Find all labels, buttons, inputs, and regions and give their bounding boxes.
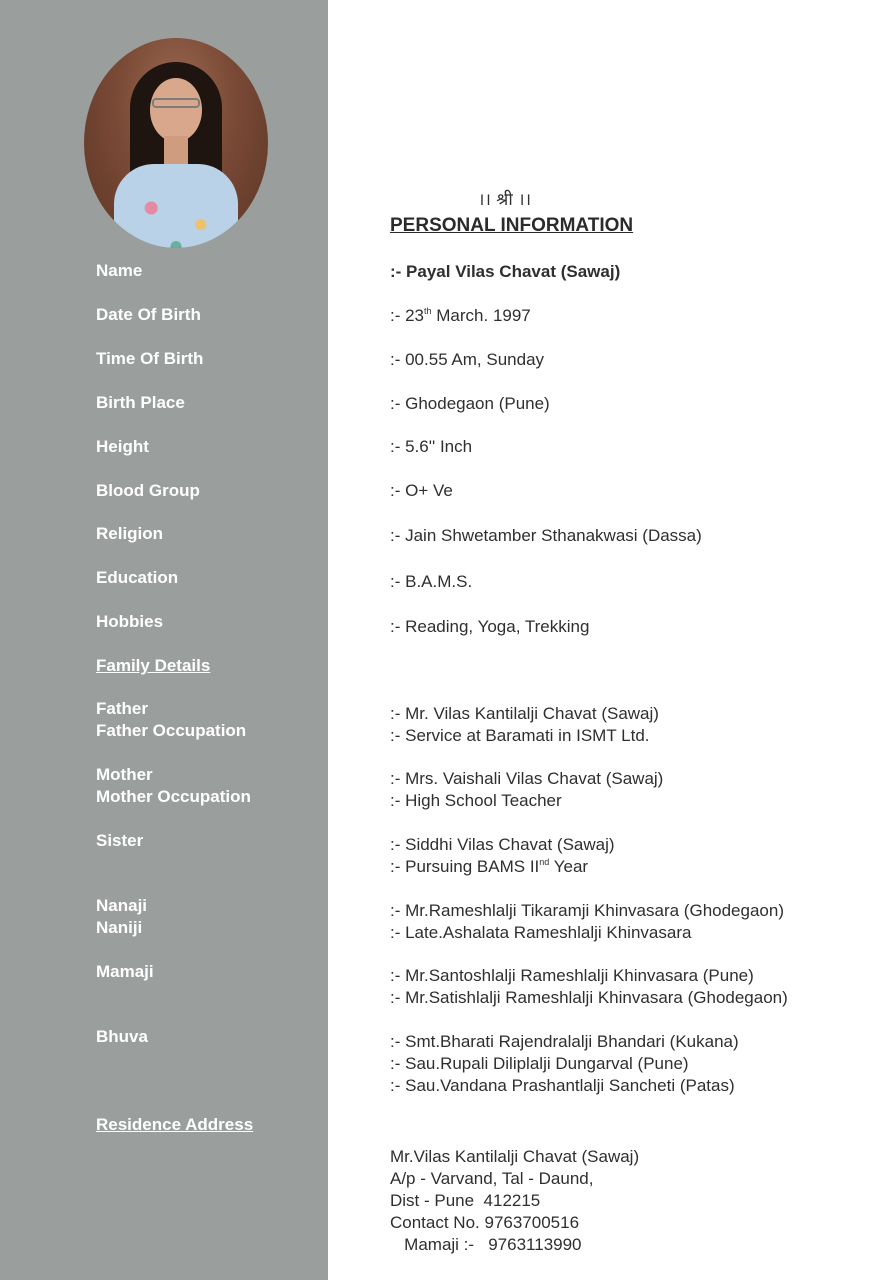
value-birth-place: :- Ghodegaon (Pune) (390, 394, 550, 413)
value-dob: :- 23th March. 1997 (390, 306, 531, 325)
value-mother-occupation: :- High School Teacher (390, 791, 562, 810)
label-mamaji: Mamaji (96, 962, 154, 981)
label-father-occupation: Father Occupation (96, 721, 247, 740)
label-birth-place: Birth Place (96, 393, 185, 412)
value-bhuva-2: :- Sau.Rupali Diliplalji Dungarval (Pune) (390, 1054, 689, 1073)
label-father: Father (96, 699, 148, 718)
value-mamaji-1: :- Mr.Santoshlalji Rameshlalji Khinvasara (Pune) (390, 966, 754, 985)
address-line: A/p - Varvand, Tal - Daund, (390, 1169, 594, 1188)
value-naniji: :- Late.Ashalata Rameshlalji Khinvasara (390, 923, 692, 942)
value-religion: :- Jain Shwetamber Sthanakwasi (Dassa) (390, 526, 702, 545)
shree-invocation: ।। श्री ।। (478, 190, 532, 210)
value-name: :- Payal Vilas Chavat (Sawaj) (390, 262, 621, 281)
address-contact: Contact No. 9763700516 (390, 1213, 580, 1232)
value-sister-study: :- Pursuing BAMS IInd Year (390, 857, 589, 876)
value-height: :- 5.6'' Inch (390, 437, 473, 456)
label-residence-address: Residence Address (96, 1115, 254, 1134)
value-mother: :- Mrs. Vaishali Vilas Chavat (Sawaj) (390, 769, 664, 788)
value-father: :- Mr. Vilas Kantilalji Chavat (Sawaj) (390, 704, 659, 723)
label-tob: Time Of Birth (96, 349, 204, 368)
profile-photo (84, 38, 268, 248)
value-tob: :- 00.55 Am, Sunday (390, 350, 545, 369)
value-bhuva-1: :- Smt.Bharati Rajendralalji Bhandari (Kukana) (390, 1032, 739, 1051)
label-dob: Date Of Birth (96, 305, 201, 324)
label-hobbies: Hobbies (96, 612, 164, 631)
label-nanaji: Nanaji (96, 896, 148, 915)
value-mamaji-2: :- Mr.Satishlalji Rameshlalji Khinvasara (Ghodegaon) (390, 988, 788, 1007)
label-height: Height (96, 437, 149, 456)
label-sister: Sister (96, 831, 144, 850)
residence-address (390, 1146, 639, 1256)
label-religion: Religion (96, 524, 164, 543)
address-line: Mr.Vilas Kantilalji Chavat (Sawaj) (390, 1147, 640, 1166)
label-family-details: Family Details (96, 656, 211, 675)
page-title: PERSONAL INFORMATION (390, 215, 634, 236)
label-name: Name (96, 261, 143, 280)
label-bhuva: Bhuva (96, 1027, 148, 1046)
value-bhuva-3: :- Sau.Vandana Prashantlalji Sancheti (Patas) (390, 1076, 735, 1095)
label-naniji: Naniji (96, 918, 143, 937)
value-hobbies: :- Reading, Yoga, Trekking (390, 617, 590, 636)
address-line: Dist - Pune 412215 (390, 1191, 541, 1210)
label-mother-occupation: Mother Occupation (96, 787, 251, 806)
label-education: Education (96, 568, 179, 587)
value-nanaji: :- Mr.Rameshlalji Tikaramji Khinvasara (Ghodegaon) (390, 901, 784, 920)
address-mamaji-contact: Mamaji :- 9763113990 (390, 1235, 582, 1254)
label-mother: Mother (96, 765, 153, 784)
value-sister: :- Siddhi Vilas Chavat (Sawaj) (390, 835, 615, 854)
value-education: :- B.A.M.S. (390, 572, 473, 591)
value-blood-group: :- O+ Ve (390, 481, 453, 500)
label-blood-group: Blood Group (96, 481, 200, 500)
value-father-occupation: :- Service at Baramati in ISMT Ltd. (390, 726, 650, 745)
